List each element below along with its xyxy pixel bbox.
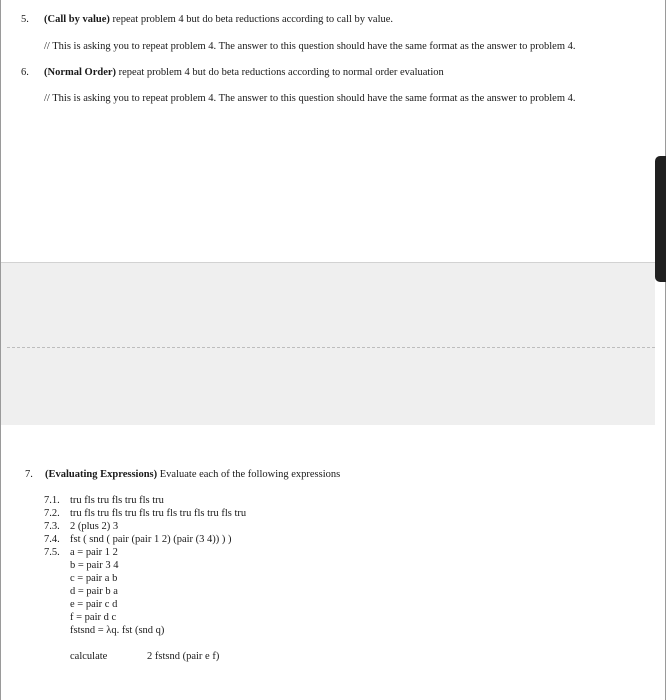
problem-5-number: 5. <box>21 14 29 25</box>
problem-6-text: repeat problem 4 but do beta reductions according to normal order evaluation <box>116 67 444 78</box>
item-number: 7.5. <box>44 547 60 558</box>
problem-5-text: repeat problem 4 but do beta reductions according to call by value. <box>109 14 394 25</box>
problem-5-heading <box>44 13 393 26</box>
problem-7-title: (Evaluating Expressions) <box>45 469 158 480</box>
item-expression: 2 (plus 2) 3 <box>70 521 119 532</box>
calculate-label: calculate <box>70 651 108 662</box>
calculate-expression: 2 fstsnd (pair e f) <box>147 651 220 662</box>
definition-line: f = pair d c <box>70 612 117 623</box>
item-expression: fst ( snd ( pair (pair 1 2) (pair (3 4)) ) ) <box>70 534 232 545</box>
problem-6-heading <box>44 66 444 79</box>
item-number: 7.1. <box>44 495 60 506</box>
definition-line: b = pair 3 4 <box>70 560 119 571</box>
page-lower <box>1 425 655 700</box>
page-break-dashed-line <box>7 347 655 348</box>
problem-7-text: Evaluate each of the following expressions <box>157 469 341 480</box>
problem-6-note: // This is asking you to repeat problem 4. The answer to this question should have the same format as the answer to problem 4. <box>44 93 576 104</box>
scrollbar-thumb[interactable] <box>655 156 666 282</box>
problem-6-title: (Normal Order) <box>44 67 117 78</box>
problem-6-number: 6. <box>21 67 29 78</box>
definition-line: c = pair a b <box>70 573 118 584</box>
item-expression: a = pair 1 2 <box>70 547 118 558</box>
definition-line: d = pair b a <box>70 586 118 597</box>
problem-5-note: // This is asking you to repeat problem 4. The answer to this question should have the same format as the answer to problem 4. <box>44 41 576 52</box>
item-number: 7.2. <box>44 508 60 519</box>
problem-5-title: (Call by value) <box>44 14 110 25</box>
problem-7-number: 7. <box>25 469 33 480</box>
item-number: 7.4. <box>44 534 60 545</box>
page-separator <box>1 262 655 426</box>
definition-line: fstsnd = λq. fst (snd q) <box>70 625 165 636</box>
item-number: 7.3. <box>44 521 60 532</box>
page-upper <box>1 0 655 262</box>
item-expression: tru fls tru fls tru fls tru <box>70 495 164 506</box>
item-expression: tru fls tru fls tru fls tru fls tru fls tru fls tru <box>70 508 247 519</box>
definition-line: e = pair c d <box>70 599 118 610</box>
problem-7-heading <box>45 468 340 481</box>
